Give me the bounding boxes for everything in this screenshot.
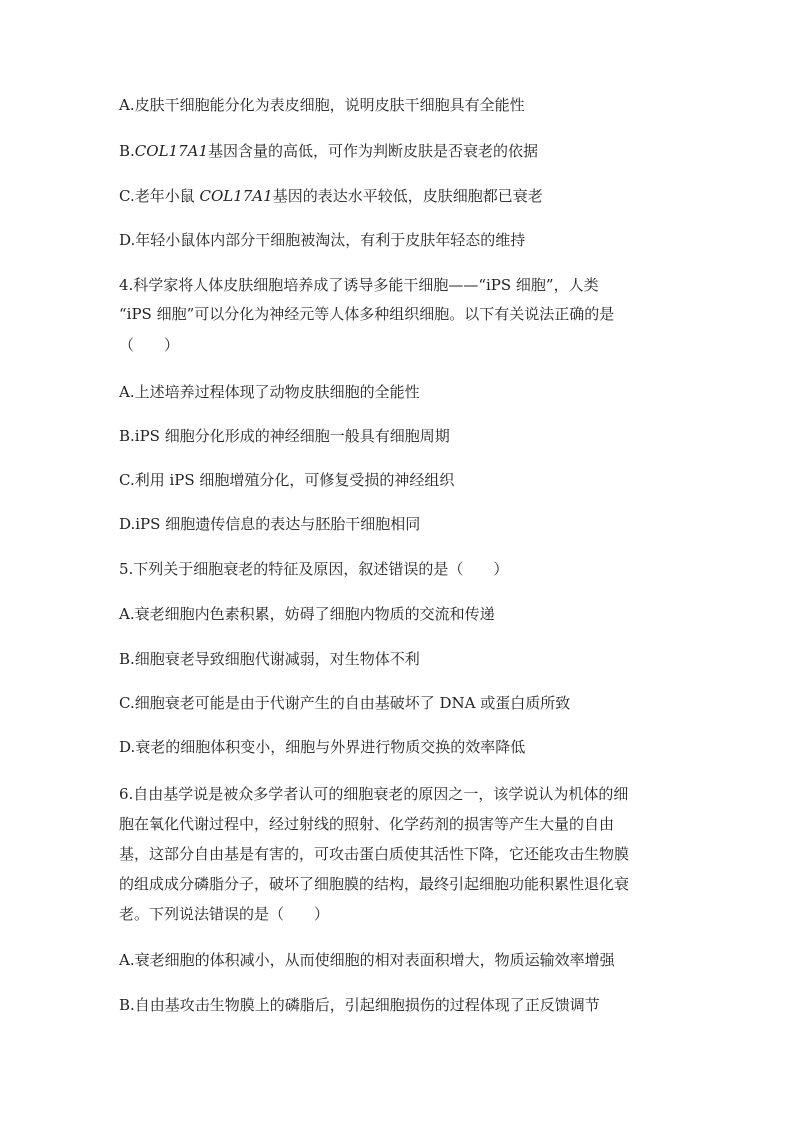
q3-option-b-prefix: B.: [119, 142, 135, 160]
q3-option-d: D.年轻小鼠体内部分干细胞被淘汰，有利于皮肤年轻态的维持: [119, 231, 526, 249]
q6-stem-line-1: 6.自由基学说是被众多学者认可的细胞衰老的原因之一，该学说认为机体的细: [119, 785, 629, 803]
q4-stem-line-1: 4.科学家将人体皮肤细胞培养成了诱导多能干细胞——“iPS 细胞”，人类: [119, 276, 599, 294]
q5-stem: 5.下列关于细胞衰老的特征及原因，叙述错误的是（ ）: [119, 560, 509, 578]
q4-stem-line-3: （ ）: [119, 336, 180, 354]
q3-option-b-text: 基因含量的高低，可作为判断皮肤是否衰老的依据: [208, 142, 539, 160]
q3-option-b: [119, 136, 679, 166]
gene-name: COL17A1: [199, 187, 273, 205]
q4-option-d: D.iPS 细胞遗传信息的表达与胚胎干细胞相同: [119, 515, 421, 533]
q5-option-d: D.衰老的细胞体积变小，细胞与外界进行物质交换的效率降低: [119, 738, 526, 756]
q5-option-c: C.细胞衰老可能是由于代谢产生的自由基破坏了 DNA 或蛋白质所致: [119, 694, 571, 712]
q4-option-c: C.利用 iPS 细胞增殖分化，可修复受损的神经组织: [119, 471, 455, 489]
q5-option-b: B.细胞衰老导致细胞代谢减弱，对生物体不利: [119, 650, 420, 668]
q3-option-a: A.皮肤干细胞能分化为表皮细胞，说明皮肤干细胞具有全能性: [119, 96, 525, 114]
q4-option-a: A.上述培养过程体现了动物皮肤细胞的全能性: [119, 383, 420, 401]
gene-name: COL17A1: [134, 142, 208, 160]
q3-option-c-text: 基因的表达水平较低，皮肤细胞都已衰老: [272, 187, 543, 205]
q4-stem-line-2: “iPS 细胞”可以分化为神经元等人体多种组织细胞。以下有关说法正确的是: [119, 305, 615, 323]
q3-option-c: [119, 181, 679, 211]
q6-stem-line-3: 基，这部分自由基是有害的，可攻击蛋白质使其活性下降，它还能攻击生物膜: [119, 845, 630, 863]
q4-option-b: B.iPS 细胞分化形成的神经细胞一般具有细胞周期: [119, 427, 450, 445]
q6-stem-line-4: 的组成成分磷脂分子，破坏了细胞膜的结构，最终引起细胞功能积累性退化衰: [119, 875, 630, 893]
q6-stem-line-2: 胞在氧化代谢过程中，经过射线的照射、化学药剂的损害等产生大量的自由: [119, 815, 615, 833]
q6-stem-line-5: 老。下列说法错误的是（ ）: [119, 905, 330, 923]
q3-option-c-prefix: C.老年小鼠: [119, 187, 200, 205]
q5-option-a: A.衰老细胞内色素积累，妨碍了细胞内物质的交流和传递: [119, 605, 495, 623]
q6-option-a: A.衰老细胞的体积减小，从而使细胞的相对表面积增大，物质运输效率增强: [119, 951, 615, 969]
q6-option-b: B.自由基攻击生物膜上的磷脂后，引起细胞损伤的过程体现了正反馈调节: [119, 996, 600, 1014]
